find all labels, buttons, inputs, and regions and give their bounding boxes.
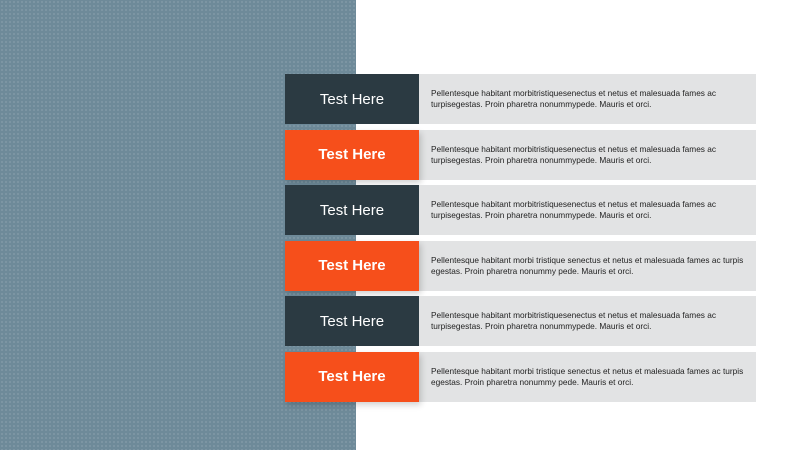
item-label: Test Here bbox=[318, 368, 386, 386]
item-description-box bbox=[419, 74, 756, 124]
item-label-box bbox=[285, 185, 419, 235]
item-description-box bbox=[419, 185, 756, 235]
item-description-box bbox=[419, 352, 756, 402]
item-label: Test Here bbox=[319, 201, 385, 219]
item-label: Test Here bbox=[319, 90, 385, 108]
list-item bbox=[285, 352, 756, 402]
item-description-box bbox=[419, 241, 756, 291]
item-description: Pellentesque habitant morbi tristique senectus et netus et malesuada fames ac turpis egestas. Proin pharetra nonummy pede. Mauris et orci. bbox=[431, 254, 744, 276]
content-list bbox=[285, 74, 756, 408]
item-label-box bbox=[285, 241, 419, 291]
list-item bbox=[285, 185, 756, 235]
list-item bbox=[285, 296, 756, 346]
item-description: Pellentesque habitant morbi tristique senectus et netus et malesuada fames ac turpis egestas. Proin pharetra nonummy pede. Mauris et orci. bbox=[431, 365, 744, 387]
list-item bbox=[285, 130, 756, 180]
item-label-box bbox=[285, 352, 419, 402]
item-description: Pellentesque habitant morbitristiquesenectus et netus et malesuada fames ac turpisegestas. Proin pharetra nonummypede. Mauris et orci. bbox=[431, 143, 717, 165]
item-description: Pellentesque habitant morbitristiquesenectus et netus et malesuada fames ac turpisegestas. Proin pharetra nonummypede. Mauris et orci. bbox=[431, 88, 717, 109]
item-description-box bbox=[419, 130, 756, 180]
item-label-box bbox=[285, 130, 419, 180]
item-label-box bbox=[285, 296, 419, 346]
item-label: Test Here bbox=[318, 257, 386, 275]
item-description-box bbox=[419, 296, 756, 346]
item-label: Test Here bbox=[319, 312, 385, 330]
item-label: Test Here bbox=[318, 146, 386, 164]
list-item bbox=[285, 74, 756, 124]
list-item bbox=[285, 241, 756, 291]
item-description: Pellentesque habitant morbitristiquesenectus et netus et malesuada fames ac turpisegestas. Proin pharetra nonummypede. Mauris et orci. bbox=[431, 310, 717, 332]
item-description: Pellentesque habitant morbitristiquesenectus et netus et malesuada fames ac turpisegestas. Proin pharetra nonummypede. Mauris et orci. bbox=[431, 199, 717, 221]
item-label-box bbox=[285, 74, 419, 124]
